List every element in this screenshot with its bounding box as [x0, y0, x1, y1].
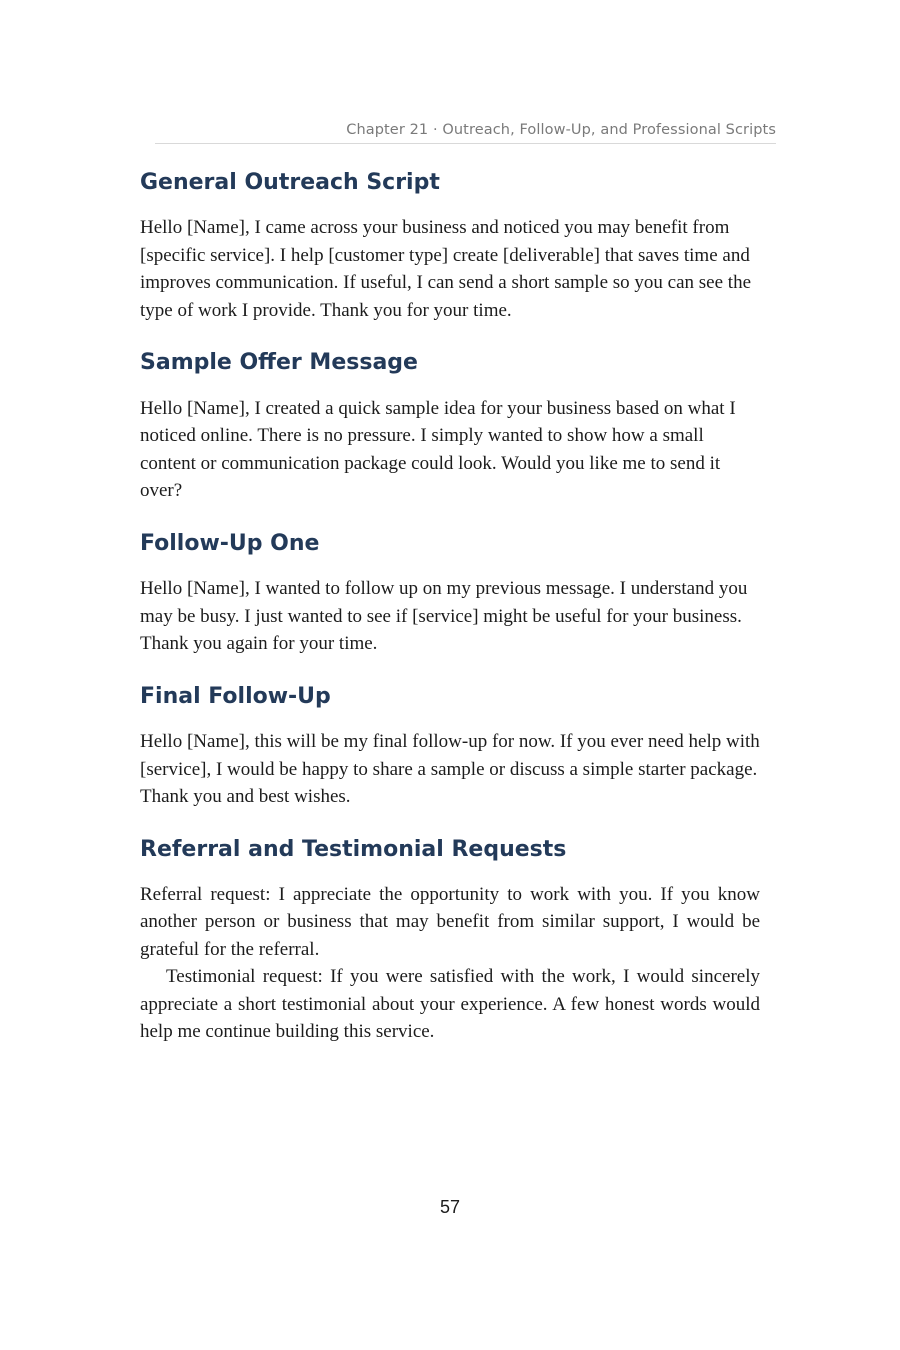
section-paragraph: Hello [Name], I came across your business and noticed you may benefit from [specific service]. I help [customer type] create [deliverable] that saves time and improves communication. If useful, I can send a short sample so you can see the type of work I provide. Thank you for your time.	[140, 217, 751, 321]
section-referral-testimonial	[140, 837, 760, 1046]
section-paragraph: Hello [Name], I created a quick sample idea for your business based on what I noticed online. There is no pressure. I simply wanted to show how a small content or communication package could look. Would you like me to send it over?	[140, 397, 736, 502]
section-heading: Follow-Up One	[140, 530, 320, 556]
section-final-follow-up	[140, 684, 760, 811]
testimonial-request-paragraph: Testimonial request: If you were satisfied with the work, I would sincerely appreciate a short testimonial about your experience. A few honest words would help me continue building this service.	[140, 966, 760, 1043]
page-number: 57	[439, 1197, 461, 1217]
section-follow-up-one	[140, 531, 760, 658]
section-sample-offer	[140, 350, 760, 504]
section-heading: Sample Offer Message	[140, 350, 418, 376]
section-general-outreach	[140, 170, 760, 324]
section-heading: Final Follow-Up	[140, 683, 331, 709]
section-heading: General Outreach Script	[140, 170, 440, 195]
section-paragraph: Hello [Name], I wanted to follow up on my previous message. I understand you may be busy. I just wanted to see if [service] might be useful for your business. Thank you again for your time.	[140, 578, 748, 655]
page-content	[140, 170, 760, 1072]
section-paragraph: Hello [Name], this will be my final follow-up for now. If you ever need help with [service], I would be happy to share a sample or discuss a simple starter package. Thank you and best wishes.	[140, 731, 760, 808]
referral-request-paragraph: Referral request: I appreciate the opportunity to work with you. If you know another person or business that may benefit from similar support, I would be grateful for the referral.	[140, 883, 760, 960]
section-heading: Referral and Testimonial Requests	[140, 836, 567, 862]
running-header: Chapter 21 · Outreach, Follow-Up, and Professional Scripts	[155, 122, 776, 144]
